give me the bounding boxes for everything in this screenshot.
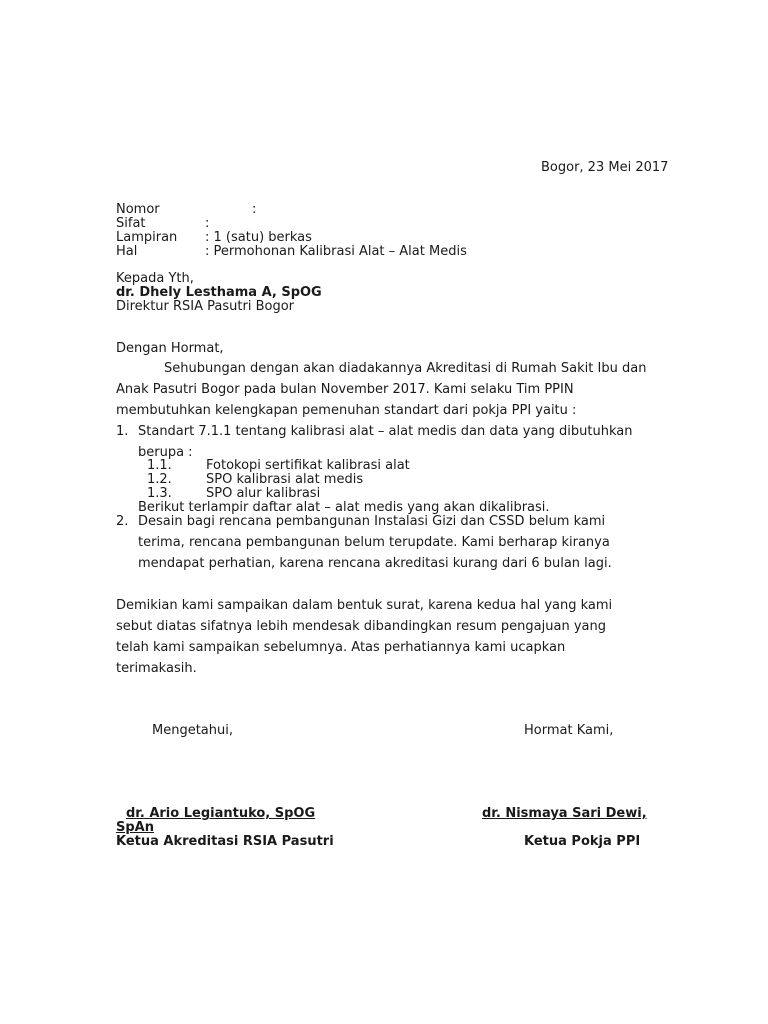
item1-number: 1.: [116, 424, 129, 439]
signature-left-title: Ketua Akreditasi RSIA Pasutri: [116, 834, 334, 849]
item1-line: Standart 7.1.1 tentang kalibrasi alat – alat medis dan data yang dibutuhkan: [138, 424, 633, 439]
field-sifat-value: :: [205, 216, 210, 231]
field-hal-label: Hal: [116, 244, 138, 259]
item1-note: Berikut terlampir daftar alat – alat medis yang akan dikalibrasi.: [138, 500, 550, 515]
closing-line: telah kami sampaikan sebelumnya. Atas perhatiannya kami ucapkan: [116, 640, 566, 655]
field-sifat-label: Sifat: [116, 216, 146, 231]
field-lampiran-label: Lampiran: [116, 230, 178, 245]
item1-line: berupa :: [138, 445, 193, 460]
item2-line: mendapat perhatian, karena rencana akreditasi kurang dari 6 bulan lagi.: [138, 556, 612, 571]
signature-right-heading: Hormat Kami,: [524, 723, 614, 738]
field-hal-value: : Permohonan Kalibrasi Alat – Alat Medis: [205, 244, 467, 259]
field-nomor-label: Nomor: [116, 202, 160, 217]
field-lampiran-value: : 1 (satu) berkas: [205, 230, 312, 245]
signature-right-title: Ketua Pokja PPI: [524, 834, 641, 849]
subitem-text: Fotokopi sertifikat kalibrasi alat: [206, 458, 410, 473]
closing-line: terimakasih.: [116, 661, 197, 676]
item2-line: Desain bagi rencana pembangunan Instalasi Gizi dan CSSD belum kami: [138, 514, 606, 529]
date-line: Bogor, 23 Mei 2017: [541, 160, 669, 175]
subitem-text: SPO alur kalibrasi: [206, 486, 321, 501]
intro-line: Anak Pasutri Bogor pada bulan November 2017. Kami selaku Tim PPIN: [116, 382, 574, 397]
closing-line: sebut diatas sifatnya lebih mendesak dibandingkan resum pengajuan yang: [116, 619, 606, 634]
item2-line: terima, rencana pembangunan belum terupdate. Kami berharap kiranya: [138, 535, 610, 550]
intro-line: membutuhkan kelengkapan pemenuhan standart dari pokja PPI yaitu :: [116, 403, 577, 418]
subitem-number: 1.1.: [147, 458, 172, 473]
subitem-text: SPO kalibrasi alat medis: [206, 472, 364, 487]
recipient-title: Direktur RSIA Pasutri Bogor: [116, 299, 295, 314]
field-nomor-value: :: [252, 202, 257, 217]
signature-left-heading: Mengetahui,: [152, 723, 233, 738]
recipient-name: dr. Dhely Lesthama A, SpOG: [116, 285, 322, 300]
salutation: Dengan Hormat,: [116, 341, 224, 356]
subitem-number: 1.2.: [147, 472, 172, 487]
signature-left-name: dr. Ario Legiantuko, SpOG: [126, 806, 316, 821]
intro-line: Sehubungan dengan akan diadakannya Akreditasi di Rumah Sakit Ibu dan: [164, 361, 647, 376]
item2-number: 2.: [116, 514, 129, 529]
subitem-number: 1.3.: [147, 486, 172, 501]
signature-right-name: dr. Nismaya Sari Dewi,: [482, 806, 647, 821]
signature-right-name-cont: SpAn: [116, 820, 154, 835]
closing-line: Demikian kami sampaikan dalam bentuk surat, karena kedua hal yang kami: [116, 598, 613, 613]
recipient-greeting: Kepada Yth,: [116, 271, 194, 286]
